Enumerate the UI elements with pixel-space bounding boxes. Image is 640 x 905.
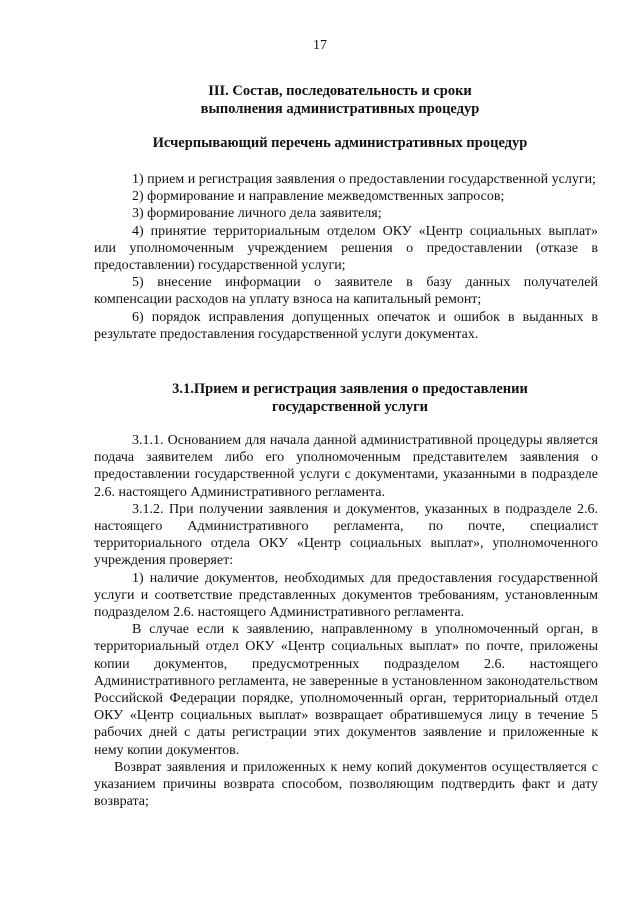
section-title-line-2: выполнения административных процедур [200,101,480,117]
paragraph: 3.1.2. При получении заявления и документов, указанных в подразделе 2.6. настоящего Административного регламента, по почте, специалист территориального отдела ОКУ «Центр социальных выплат», уполномоченного учреждения проверяет: [94,501,598,569]
section-title [120,82,560,118]
list-item: 2) формирование и направление межведомственных запросов; [132,189,505,205]
page-number: 17 [313,38,327,53]
procedures-heading: Исчерпывающий перечень административных процедур [152,135,528,151]
subsection-title [120,380,580,416]
subsection-body [94,432,598,810]
list-item: 6) порядок исправления допущенных опечаток и ошибок в выданных в результате предоставления государственной услуги документах. [94,309,598,342]
paragraph: 3.1.1. Основанием для начала данной административной процедуры является подача заявителем либо его уполномоченным представителем заявления о предоставлении государственной услуги с документами, указанными в подразделе 2.6. настоящего Административного регламента. [94,433,598,500]
paragraph: Возврат заявления и приложенных к нему копий документов осуществляется с указанием причины возврата способом, позволяющим подтвердить факт и дату возврата; [94,759,598,810]
list-item: 1) прием и регистрация заявления о предоставлении государственной услуги; [132,172,596,187]
subsection-title-line-1: 3.1.Прием и регистрация заявления о предоставлении [172,381,528,397]
list-item: 3) формирование личного дела заявителя; [132,206,382,222]
paragraph: 1) наличие документов, необходимых для предоставления государственной услуги и соответствие представленных документов требованиям, установленным подразделом 2.6. настоящего Административного регламента. [94,570,598,621]
paragraph: В случае если к заявлению, направленному в уполномоченный орган, в территориальный отдел ОКУ «Центр социальных выплат» по почте, приложены копии документов, предусмотренных подразделом 2.6. настоящего Административного регламента, не заверенные в установленном законодательством Российской Федерации порядке, уполномоченный орган, территориальный отдел ОКУ «Центр социальных выплат» возвращает обратившемуся лицу в течение 5 рабочих дней с даты регистрации этих документов заявление и приложенные к нему копии документов. [94,622,598,758]
procedures-list [94,171,598,343]
list-item: 5) внесение информации о заявителе в базу данных получателей компенсации расходов на уплату взноса на капитальный ремонт; [94,275,598,308]
subsection-title-line-2: государственной услуги [271,399,429,415]
section-title-line-1: III. Состав, последовательность и сроки [208,83,472,99]
list-item: 4) принятие территориальным отделом ОКУ «Центр социальных выплат» или уполномоченным учреждением решения о предоставлении (отказе в предоставлении) государственной услуги; [94,223,598,274]
